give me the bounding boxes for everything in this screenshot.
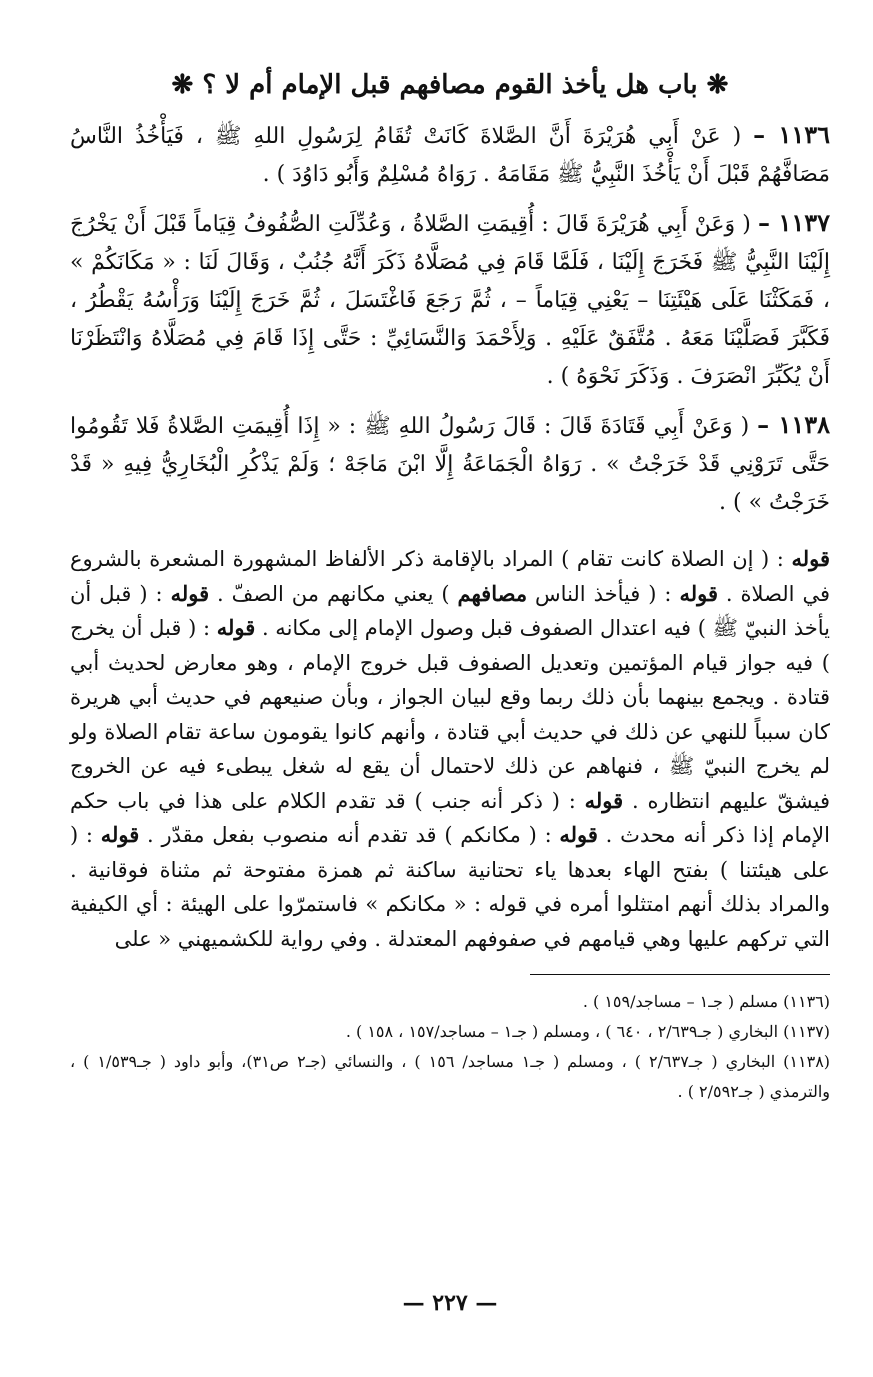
- commentary-segment: قوله: [584, 787, 624, 813]
- footnote-1138: (١١٣٨) البخاري ( جـ٢/٦٣٧ ) ، ومسلم ( جـ١ مساجد/ ١٥٦ ) ، والنسائي (جـ٢ ص٣١)، وأبو داود ( جـ١/٥٣٩ ) ، والترمذي ( جـ٢/٥٩٢ ) .: [70, 1052, 831, 1101]
- commentary-segment: ) يعني مكانهم من الصفّ .: [209, 581, 458, 606]
- chapter-title: ❋ باب هل يأخذ القوم مصافهم قبل الإمام أم لا ؟ ❋: [171, 70, 729, 100]
- commentary-segment: : ( قبل أن يأخذ النبيّ ﷺ ) فيه اعتدال الصفوف قبل وصول الإمام إلى مكانه .: [70, 581, 830, 640]
- footnote-divider: [530, 974, 830, 975]
- hadith-1138: [70, 406, 830, 522]
- commentary-segment: قوله: [679, 580, 718, 606]
- commentary-segment: : ( قبل أن يخرج ) فيه جواز قيام المؤتمين وتعديل الصفوف قبل خروج الإمام ، وهو معارض لحديث أبي قتادة . ويجمع بينهما بأن ذلك ربما وقع لبيان الجواز ، وبأن صنيعهم في حديث أبي هريرة كان سبباً للنهي عن ذلك في حديث أبي قتادة ، وأنهم كانوا يقومون ساعة تقام الصلاة ولو لم يخرج النبيّ ﷺ ، فنهاهم عن ذلك لاحتمال أن يقع له شغل يبطىء فيه عن الخروج فيشقّ عليهم انتظاره .: [70, 616, 831, 813]
- commentary-segment: قوله: [559, 822, 598, 847]
- page-number: — ٢٢٧ —: [402, 1290, 498, 1316]
- footnotes: [70, 987, 830, 1107]
- commentary: [70, 542, 830, 956]
- commentary-segment: قوله: [791, 546, 830, 571]
- commentary-segment: قوله: [216, 615, 256, 640]
- commentary-segment: قوله: [100, 822, 140, 847]
- commentary-segment: قوله: [170, 580, 210, 606]
- hadith-text: ( عَنْ أَبِي هُرَيْرَةَ أَنَّ الصَّلاةَ كَانَتْ تُقَامُ لِرَسُولِ اللهِ ﷺ ، فَيَأْخُذُ النَّاسُ مَصَافَّهُمْ قَبْلَ أَنْ يَأْخُذَ النَّبِيُّ ﷺ مَقَامَهُ . رَوَاهُ مُسْلِمٌ وَأَبُو دَاوُدَ ) .: [70, 124, 830, 187]
- hadith-number: ١١٣٧ –: [757, 208, 830, 237]
- hadith-text: ( وَعَنْ أَبِي قَتَادَةَ قَالَ : قَالَ رَسُولُ اللهِ ﷺ : « إِذَا أُقِيمَتِ الصَّلاةُ فَلا تَقُومُوا حَتَّى تَرَوْنِي قَدْ خَرَجْتُ » . رَوَاهُ الْجَمَاعَةُ إِلَّا ابْنَ مَاجَهْ ؛ وَلَمْ يَذْكُرِ الْبُخَارِيُّ فِيهِ « قَدْ خَرَجْتُ » ) .: [70, 414, 830, 515]
- hadith-text: ( وَعَنْ أَبِي هُرَيْرَةَ قَالَ : أُقِيمَتِ الصَّلاةُ ، وَعُدِّلَتِ الصُّفُوفُ قِيَاماً قَبْلَ أَنْ يَخْرُجَ إِلَيْنَا النَّبِيُّ ﷺ فَخَرَجَ إِلَيْنَا ، فَلَمَّا قَامَ فِي مُصَلَّاهُ ذَكَرَ أَنَّهُ جُنُبٌ ، وَقَالَ لَنَا : « مَكَانَكُمْ » ، فَمَكَثْنَا عَلَى هَيْئَتِنَا – يَعْنِي قِيَاماً – ، ثُمَّ رَجَعَ فَاغْتَسَلَ ، ثُمَّ خَرَجَ إِلَيْنَا وَرَأْسُهُ يَقْطُرُ ، فَكَبَّرَ فَصَلَّيْنَا مَعَهُ . مُتَّفَقٌ عَلَيْهِ . وَلِأَحْمَدَ وَالنَّسَائِيِّ : حَتَّى إِذَا قَامَ فِي مُصَلَّاهُ وَانْتَظَرْنَا أَنْ يُكَبِّرَ انْصَرَفَ . وَذَكَرَ نَحْوَهُ ) .: [70, 212, 830, 389]
- book-page: [70, 60, 830, 1360]
- commentary-segment: مصافهم: [457, 580, 528, 606]
- commentary-segment: : ( على هيئتنا ) بفتح الهاء بعدها ياء تحتانية ساكنة ثم همزة مفتوحة ثم مثناة فوقانية . والمراد بذلك أنهم امتثلوا أمره في قوله : « مكانكم » فاستمرّوا على الهيئة : أي الكيفية التي تركهم عليها وهي قيامهم في صفوفهم المعتدلة . وفي رواية للكشميهني « على: [70, 823, 830, 951]
- commentary-segment: : ( مكانكم ) قد تقدم أنه منصوب بفعل مقدّر .: [139, 823, 560, 847]
- commentary-segment: : ( إن الصلاة كانت تقام ) المراد بالإقامة ذكر الألفاظ المشهورة المشعرة بالشروع في الصلاة .: [70, 547, 830, 606]
- footnote-1136: (١١٣٦) مسلم ( جـ١ – مساجد/١٥٩ ) .: [582, 992, 830, 1011]
- hadith-1136: [70, 116, 830, 194]
- commentary-segment: : ( ذكر أنه جنب ) قد تقدم الكلام على هذا في باب حكم الإمام إذا ذكر أنه محدث .: [70, 788, 830, 847]
- footnote-1137: (١١٣٧) البخاري ( جـ٢/٦٣٩ ، ٦٤٠ ) ، ومسلم ( جـ١ – مساجد/١٥٧ ، ١٥٨ ) .: [345, 1022, 830, 1041]
- hadith-number: ١١٣٦ –: [753, 120, 830, 149]
- hadith-1137: [70, 204, 830, 396]
- commentary-segment: : ( فيأخذ الناس: [527, 581, 680, 606]
- hadith-number: ١١٣٨ –: [757, 410, 830, 439]
